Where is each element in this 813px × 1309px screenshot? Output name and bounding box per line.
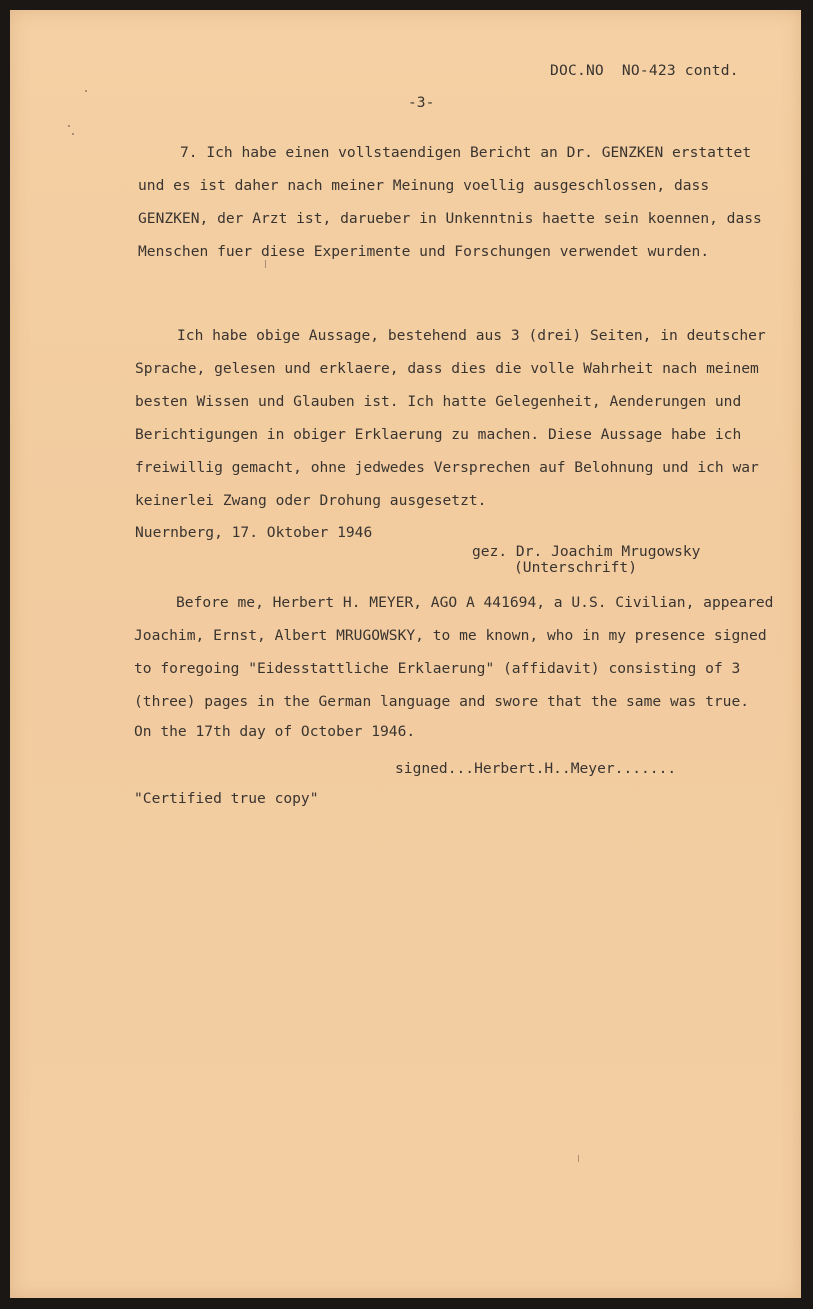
text-line: Berichtigungen in obiger Erklaerung zu machen. Diese Aussage habe ich	[135, 426, 742, 443]
document-page	[10, 10, 801, 1298]
text-line: Menschen fuer diese Experimente und Forschungen verwendet wurden.	[138, 243, 710, 260]
page-number: -3-	[408, 94, 435, 111]
signed-line: signed...Herbert.H..Meyer.......	[395, 760, 677, 777]
paper-speck	[72, 133, 74, 135]
text-line: (three) pages in the German language and swore that the same was true.	[134, 693, 750, 710]
text-line: keinerlei Zwang oder Drohung ausgesetzt.	[135, 492, 487, 509]
signature-label: (Unterschrift)	[514, 559, 638, 576]
paper-speck	[265, 260, 266, 268]
text-line: Before me, Herbert H. MEYER, AGO A 441694, a U.S. Civilian, appeared	[176, 594, 774, 611]
document-number: DOC.NO NO-423 contd.	[550, 62, 739, 79]
text-line: und es ist daher nach meiner Meinung voellig ausgeschlossen, dass	[138, 177, 710, 194]
place-date: Nuernberg, 17. Oktober 1946	[135, 524, 373, 541]
text-line: 7. Ich habe einen vollstaendigen Bericht an Dr. GENZKEN erstattet	[180, 144, 752, 161]
text-line: Joachim, Ernst, Albert MRUGOWSKY, to me known, who in my presence signed	[134, 627, 767, 644]
text-line: freiwillig gemacht, ohne jedwedes Versprechen auf Belohnung und ich war	[135, 459, 759, 476]
paper-speck	[85, 90, 87, 92]
paper-speck	[578, 1155, 579, 1162]
text-line: to foregoing "Eidesstattliche Erklaerung" (affidavit) consisting of 3	[134, 660, 741, 677]
certified-copy-note: "Certified true copy"	[134, 790, 319, 807]
text-line: Sprache, gelesen und erklaere, dass dies die volle Wahrheit nach meinem	[135, 360, 759, 377]
text-line: Ich habe obige Aussage, bestehend aus 3 (drei) Seiten, in deutscher	[177, 327, 766, 344]
paper-speck	[68, 125, 70, 127]
text-line: GENZKEN, der Arzt ist, darueber in Unkenntnis haette sein koennen, dass	[138, 210, 762, 227]
text-line: On the 17th day of October 1946.	[134, 723, 416, 740]
text-line: besten Wissen und Glauben ist. Ich hatte Gelegenheit, Aenderungen und	[135, 393, 742, 410]
signature-name: gez. Dr. Joachim Mrugowsky	[472, 543, 701, 560]
